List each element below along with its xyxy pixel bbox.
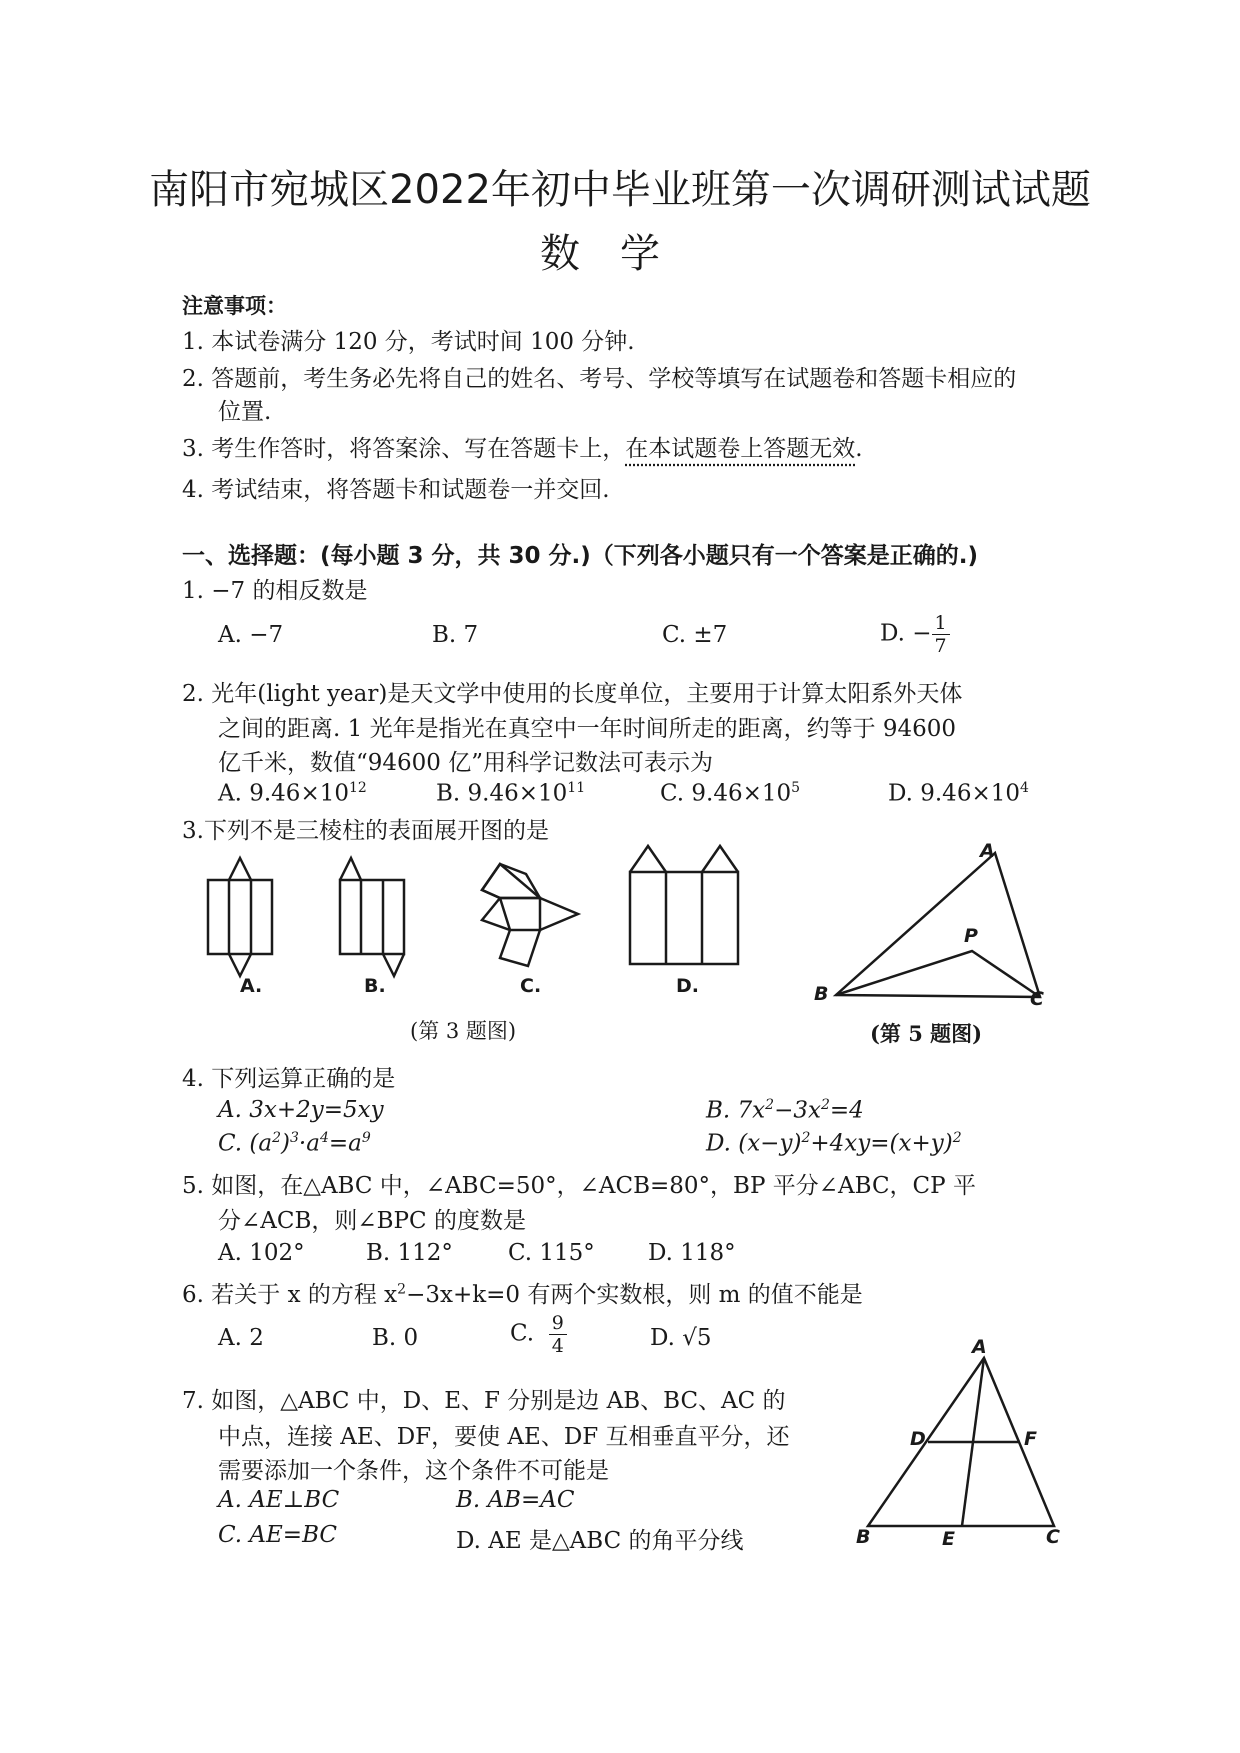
q4-c-2: ) <box>281 1130 290 1157</box>
q6-option-c <box>510 1312 567 1357</box>
notice-item-3-text: 3. 考生作答时，将答案涂、写在答题卡上， <box>182 436 626 462</box>
q4-b-e2: 2 <box>820 1097 830 1113</box>
q2-line-3: 亿千米，数值“94600 亿”用科学记数法可表示为 <box>218 750 713 776</box>
q5-option-c: C. 115° <box>508 1240 595 1266</box>
fig7-point-e: E <box>942 1528 955 1550</box>
q6-option-d: D. √5 <box>650 1325 712 1351</box>
fig7-point-d: D <box>910 1428 926 1450</box>
q6-stem-1: 6. 若关于 x 的方程 x <box>182 1282 398 1308</box>
notice-item-4: 4. 考试结束，将答题卡和试题卷一并交回. <box>182 477 610 503</box>
q4-c-e4: 9 <box>361 1130 371 1146</box>
q1-option-d <box>880 612 950 657</box>
q2-option-a-base: A. 9.46×10 <box>218 780 349 807</box>
q3-figure-b <box>332 850 412 980</box>
q6-option-a: A. 2 <box>218 1325 264 1351</box>
q4-d-e2: 2 <box>952 1130 962 1146</box>
q2-option-d-exp: 4 <box>1020 780 1029 796</box>
q5-line-1: 5. 如图，在△ABC 中，∠ABC=50°，∠ACB=80°，BP 平分∠ABC，CP 平 <box>182 1173 976 1199</box>
q6-c-prefix: C. <box>510 1320 535 1347</box>
fig5-point-p: P <box>964 925 978 947</box>
q4-c-4: =a <box>328 1130 362 1157</box>
q2-option-a-exp: 12 <box>348 780 367 796</box>
q4-option-c <box>218 1130 371 1157</box>
fig5-point-b: B <box>814 983 829 1005</box>
notice-item-3 <box>182 430 863 463</box>
notice-emphasis: 在本试题卷上答题无效 <box>625 436 856 462</box>
q4-d-2: +4xy=(x+y) <box>810 1130 953 1157</box>
q1-fraction-num: 1 <box>932 612 950 635</box>
q1-option-a: A. −7 <box>218 622 284 648</box>
q6-stem-exp: 2 <box>397 1281 407 1298</box>
q4-option-d <box>706 1130 962 1157</box>
q1-stem: 1. −7 的相反数是 <box>182 578 368 604</box>
q3-label-d: D. <box>676 975 699 997</box>
q6-fraction-den: 4 <box>551 1335 564 1357</box>
subject-title: 数学 <box>540 231 700 277</box>
q2-option-c <box>660 780 800 807</box>
q3-figure-a <box>200 850 280 980</box>
q2-line-2: 之间的距离. 1 光年是指光在真空中一年时间所走的距离，约等于 94600 <box>218 716 957 742</box>
q7-option-d: D. AE 是△ABC 的角平分线 <box>456 1528 744 1554</box>
q7-option-c: C. AE=BC <box>218 1522 337 1548</box>
q4-b-1: B. 7x <box>706 1097 766 1124</box>
q1-option-b: B. 7 <box>432 622 479 648</box>
q4-c-1: C. (a <box>218 1130 273 1157</box>
q1-option-c: C. ±7 <box>662 622 728 648</box>
fig7-point-c: C <box>1046 1526 1060 1548</box>
notice-item-3-end: . <box>855 436 863 462</box>
q5-option-b: B. 112° <box>366 1240 453 1266</box>
q1-option-d-prefix: D. − <box>880 620 932 647</box>
q6-stem-2: −3x+k=0 有两个实数根，则 m 的值不能是 <box>406 1282 863 1308</box>
q2-line-1: 2. 光年(light year)是天文学中使用的长度单位，主要用于计算太阳系外天体 <box>182 681 963 707</box>
q4-d-e1: 2 <box>801 1130 811 1146</box>
fig5-point-a: A <box>980 840 995 862</box>
fig5-point-c: C <box>1030 988 1044 1010</box>
q2-option-a <box>218 780 367 807</box>
fig7-point-a: A <box>972 1336 987 1358</box>
q4-option-a: A. 3x+2y=5xy <box>218 1097 384 1123</box>
q1-fraction <box>932 612 950 657</box>
q7-line-2: 中点，连接 AE、DF，要使 AE、DF 互相垂直平分，还 <box>218 1424 790 1450</box>
q4-option-b <box>706 1097 864 1124</box>
q3-stem: 3.下列不是三棱柱的表面展开图的是 <box>182 818 549 844</box>
notice-item-2: 2. 答题前，考生务必先将自己的姓名、考号、学校等填写在试题卷和答题卡相应的 <box>182 366 1017 392</box>
fig7-point-f: F <box>1024 1428 1037 1450</box>
q6-option-b: B. 0 <box>372 1325 419 1351</box>
q7-line-3: 需要添加一个条件，这个条件不可能是 <box>218 1458 609 1484</box>
notice-heading: 注意事项： <box>182 294 287 318</box>
q6-fraction <box>549 1312 567 1357</box>
q2-option-d-base: D. 9.46×10 <box>888 780 1020 807</box>
section-heading: 一、选择题：(每小题 3 分，共 30 分.)（下列各小题只有一个答案是正确的.) <box>182 543 979 569</box>
q7-line-1: 7. 如图，△ABC 中，D、E、F 分别是边 AB、BC、AC 的 <box>182 1388 786 1414</box>
page-title: 南阳市宛城区2022年初中毕业班第一次调研测试试题 <box>149 167 1091 213</box>
q3-caption: (第 3 题图) <box>410 1019 517 1043</box>
q4-c-e2: 3 <box>290 1130 299 1146</box>
q3-label-c: C. <box>520 975 542 997</box>
q2-option-d <box>888 780 1029 807</box>
q4-b-2: −3x <box>774 1097 821 1124</box>
q2-option-b-base: B. 9.46×10 <box>436 780 568 807</box>
q6-fraction-num: 9 <box>549 1312 567 1335</box>
q2-option-c-base: C. 9.46×10 <box>660 780 792 807</box>
q3-figure-c <box>470 860 600 970</box>
q5-option-a: A. 102° <box>218 1240 305 1266</box>
q5-option-d: D. 118° <box>648 1240 736 1266</box>
q7-option-b: B. AB=AC <box>456 1487 575 1513</box>
q1-fraction-den: 7 <box>934 635 947 657</box>
q4-d-1: D. (x−y) <box>706 1130 802 1157</box>
q5-line-2: 分∠ACB，则∠BPC 的度数是 <box>218 1208 526 1234</box>
q4-c-3: ·a <box>298 1130 320 1157</box>
q2-option-b <box>436 780 585 807</box>
q3-label-a: A. <box>240 975 263 997</box>
q4-b-e1: 2 <box>765 1097 775 1113</box>
q5-figure <box>830 845 1060 1005</box>
q4-stem: 4. 下列运算正确的是 <box>182 1066 396 1092</box>
notice-item-2-cont: 位置. <box>218 399 272 425</box>
q4-c-e1: 2 <box>272 1130 282 1146</box>
notice-item-1: 1. 本试卷满分 120 分，考试时间 100 分钟. <box>182 329 635 355</box>
q3-label-b: B. <box>364 975 386 997</box>
q5-caption: (第 5 题图) <box>870 1021 983 1046</box>
q4-b-3: =4 <box>829 1097 864 1124</box>
q2-option-b-exp: 11 <box>567 780 586 796</box>
q3-figure-d <box>625 840 745 970</box>
fig7-point-b: B <box>856 1526 871 1548</box>
q2-option-c-exp: 5 <box>791 780 801 796</box>
q4-c-e3: 4 <box>319 1130 329 1146</box>
q6-stem <box>182 1276 863 1309</box>
q7-option-a: A. AE⊥BC <box>218 1487 340 1513</box>
